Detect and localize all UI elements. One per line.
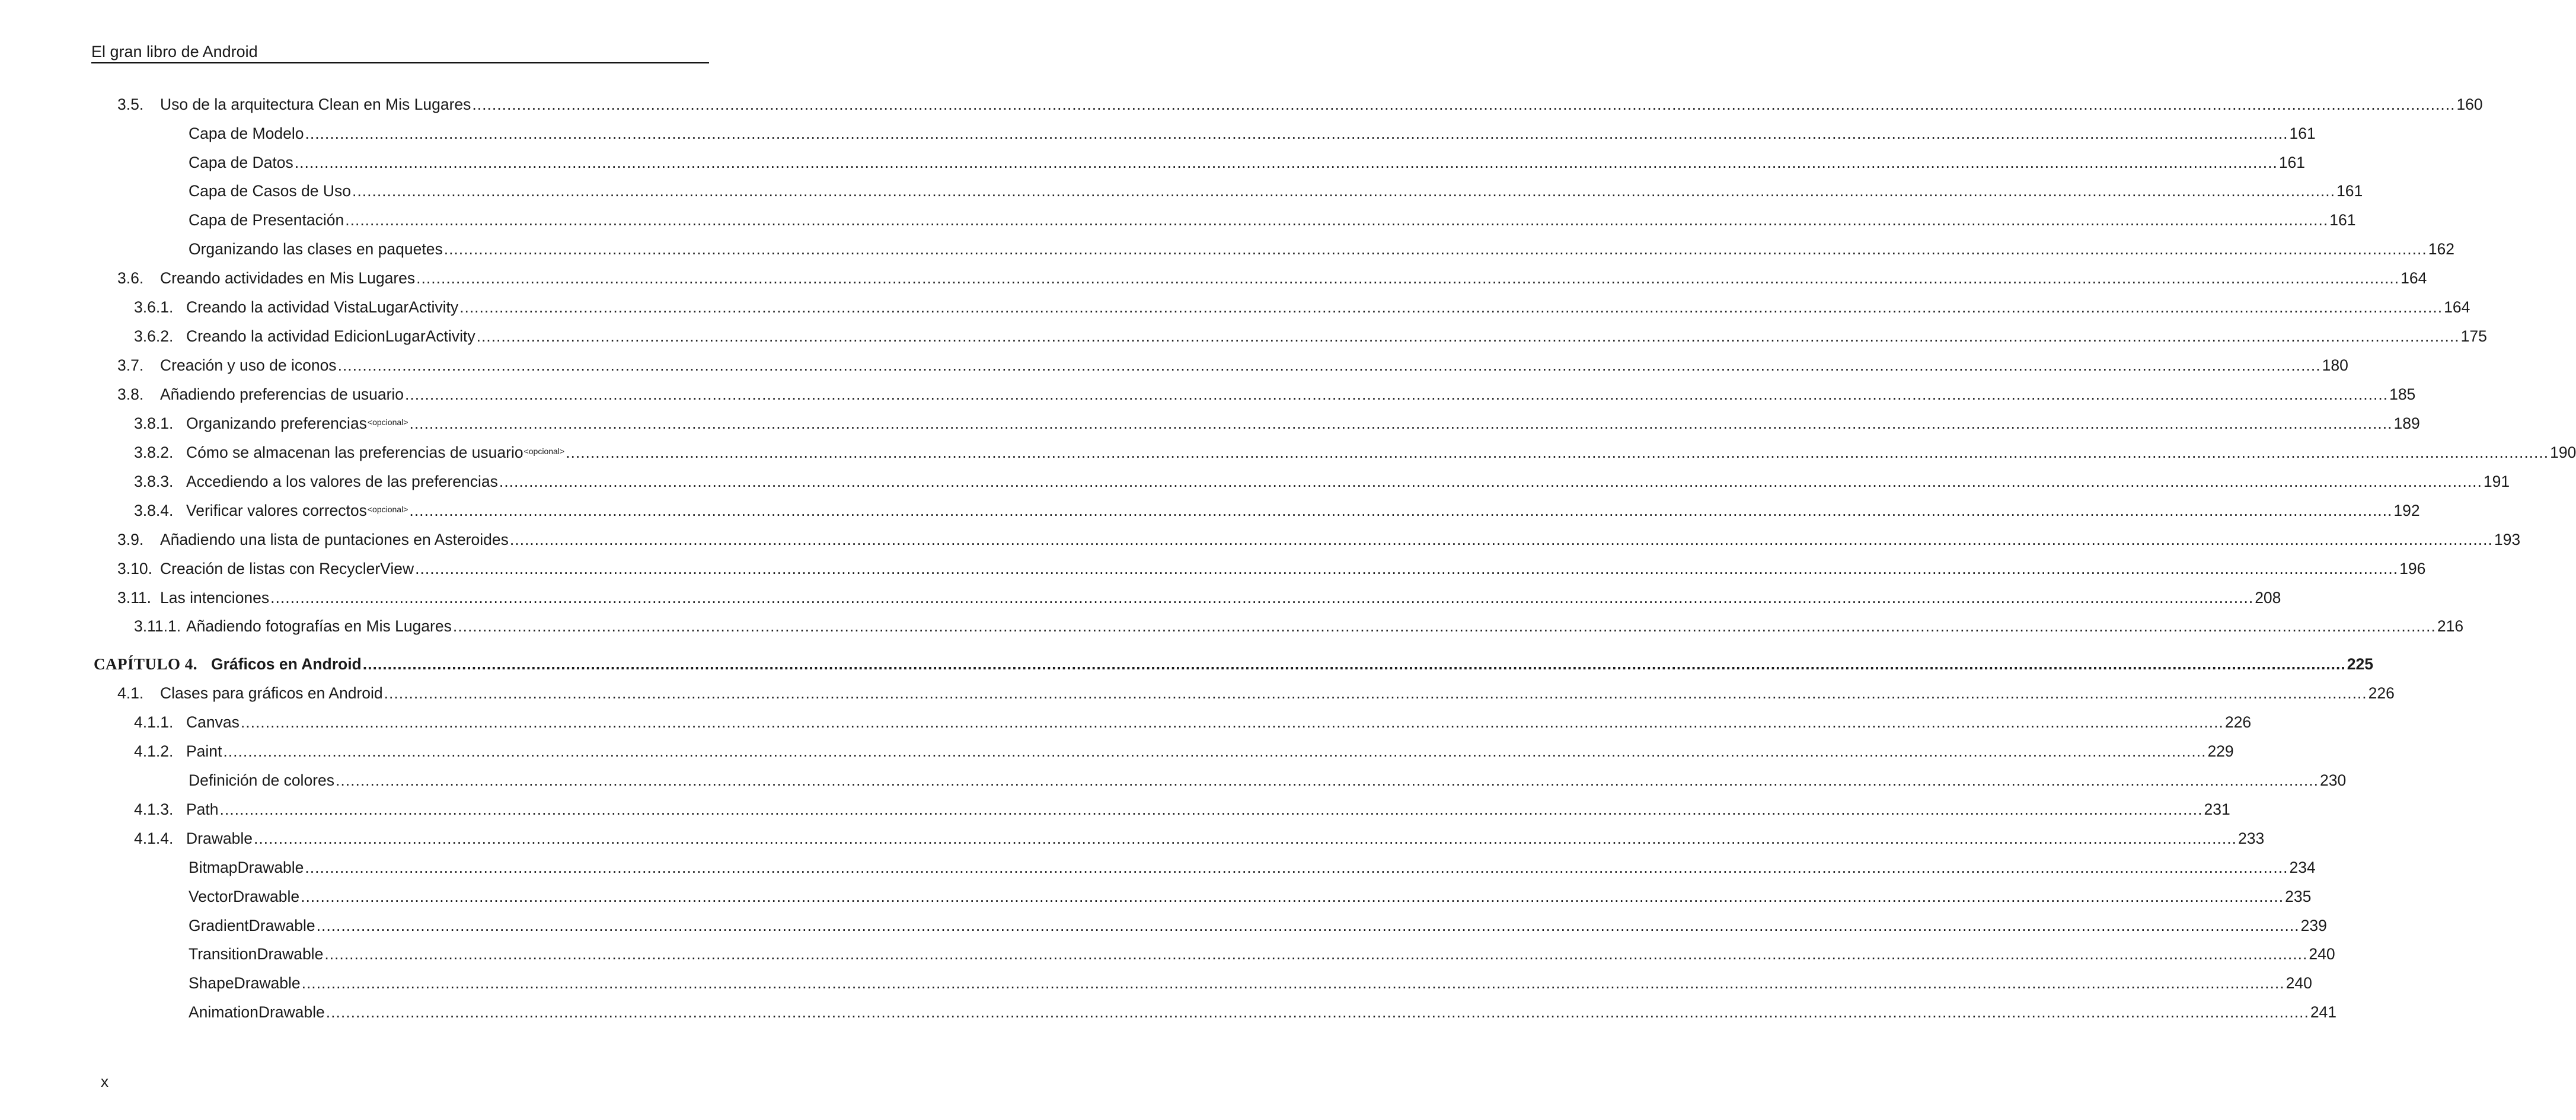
toc-entry-title: Uso de la arquitectura Clean en Mis Lugares bbox=[160, 95, 471, 113]
toc-entry-number: 3.6. bbox=[117, 269, 144, 287]
toc-entry-page: 226 bbox=[2368, 684, 2395, 702]
optional-tag: <opcional> bbox=[367, 505, 408, 514]
toc-entry-number: 3.7. bbox=[117, 356, 144, 374]
toc-entry-number: 3.5. bbox=[117, 95, 144, 113]
toc-entry-title: Añadiendo fotografías en Mis Lugares bbox=[186, 617, 452, 635]
toc-entry-page: 175 bbox=[2460, 327, 2487, 345]
toc-entry-page: 240 bbox=[2309, 945, 2335, 963]
toc-entry-title: Canvas bbox=[186, 713, 240, 731]
toc-entry[interactable] bbox=[189, 882, 2312, 906]
toc-entry-title: Definición de colores bbox=[189, 771, 334, 789]
dot-leader: ................................................................................................................................................................................................................................................................................................................................................................................................................ bbox=[301, 974, 2285, 992]
dot-leader: ................................................................................................................................................................................................................................................................................................................................................................................................................ bbox=[476, 327, 2460, 345]
optional-tag: <opcional> bbox=[367, 417, 408, 427]
toc-entry-page: 180 bbox=[2322, 356, 2348, 374]
dot-leader: ................................................................................................................................................................................................................................................................................................................................................................................................................ bbox=[336, 771, 2319, 789]
toc-entry-page: 161 bbox=[2289, 125, 2316, 142]
toc-entry-page: 193 bbox=[2494, 531, 2521, 548]
dot-leader: ................................................................................................................................................................................................................................................................................................................................................................................................................ bbox=[305, 125, 2288, 142]
toc-chapter-row[interactable] bbox=[94, 650, 2373, 674]
dot-leader: ................................................................................................................................................................................................................................................................................................................................................................................................................ bbox=[219, 800, 2203, 818]
toc-entry-title: ShapeDrawable bbox=[189, 974, 301, 992]
toc-entry-title: Path bbox=[186, 800, 219, 818]
toc-entry-page: 233 bbox=[2237, 829, 2265, 847]
toc-entry[interactable] bbox=[134, 409, 2420, 433]
toc-entry[interactable] bbox=[189, 766, 2347, 790]
dot-leader: ................................................................................................................................................................................................................................................................................................................................................................................................................ bbox=[352, 182, 2336, 200]
dot-leader: ................................................................................................................................................................................................................................................................................................................................................................................................................ bbox=[459, 298, 2443, 316]
toc-entry[interactable] bbox=[189, 206, 2356, 229]
dot-leader: ................................................................................................................................................................................................................................................................................................................................................................................................................ bbox=[452, 617, 2436, 635]
toc-entry-page: 164 bbox=[2401, 269, 2427, 287]
toc-entry-page: 235 bbox=[2285, 888, 2312, 905]
toc-entry[interactable] bbox=[134, 496, 2420, 520]
toc-entry-title: Añadiendo preferencias de usuario bbox=[160, 385, 404, 403]
toc-entry-page: 192 bbox=[2393, 502, 2420, 519]
toc-entry-title: Gráficos en Android bbox=[211, 655, 362, 673]
dot-leader: ................................................................................................................................................................................................................................................................................................................................................................................................................ bbox=[316, 917, 2300, 934]
dot-leader: ................................................................................................................................................................................................................................................................................................................................................................................................................ bbox=[384, 684, 2367, 702]
toc-entry-number: 3.8.4. bbox=[134, 502, 174, 519]
dot-leader: ................................................................................................................................................................................................................................................................................................................................................................................................................ bbox=[253, 829, 2237, 847]
toc-entry[interactable] bbox=[189, 998, 2337, 1022]
toc-entry-title: Paint bbox=[186, 742, 222, 760]
toc-entry-title: Verificar valores correctos bbox=[186, 502, 367, 519]
toc-entry-title: Creación de listas con RecyclerView bbox=[160, 560, 414, 577]
toc-entry-page: 161 bbox=[2329, 211, 2356, 229]
toc-entry-title: Accediendo a los valores de las preferencias bbox=[186, 473, 498, 490]
toc-entry-title: Capa de Datos bbox=[189, 154, 293, 171]
toc-entry-title: Organizando las clases en paquetes bbox=[189, 240, 443, 258]
toc-entry-page: 226 bbox=[2224, 713, 2252, 731]
toc-entry[interactable] bbox=[189, 940, 2335, 963]
toc-entry-number: 3.6.2. bbox=[134, 327, 174, 345]
toc-entry[interactable] bbox=[189, 853, 2316, 877]
toc-entry-page: 189 bbox=[2393, 414, 2420, 432]
toc-entry-number: 3.8. bbox=[117, 385, 144, 403]
toc-entry-number: 3.10. bbox=[117, 560, 152, 577]
running-header: El gran libro de Android bbox=[91, 43, 258, 60]
toc-entry[interactable] bbox=[189, 911, 2327, 935]
header-rule bbox=[91, 62, 709, 63]
toc-entry-page: 164 bbox=[2444, 298, 2470, 316]
dot-leader: ................................................................................................................................................................................................................................................................................................................................................................................................................ bbox=[499, 473, 2482, 490]
dot-leader: ................................................................................................................................................................................................................................................................................................................................................................................................................ bbox=[509, 531, 2493, 548]
toc-entry-page: 230 bbox=[2320, 771, 2347, 789]
toc-entry[interactable] bbox=[134, 824, 2265, 848]
dot-leader: ................................................................................................................................................................................................................................................................................................................................................................................................................ bbox=[325, 1003, 2309, 1021]
dot-leader: ................................................................................................................................................................................................................................................................................................................................................................................................................ bbox=[240, 713, 2224, 731]
dot-leader: ................................................................................................................................................................................................................................................................................................................................................................................................................ bbox=[270, 589, 2254, 607]
toc-entry[interactable] bbox=[134, 322, 2487, 346]
toc-entry-number: 3.11. bbox=[117, 589, 151, 607]
dot-leader: ................................................................................................................................................................................................................................................................................................................................................................................................................ bbox=[345, 211, 2329, 229]
toc-entry-page: 240 bbox=[2285, 974, 2312, 992]
toc-entry-page: 239 bbox=[2300, 917, 2327, 934]
toc-entry-title: Clases para gráficos en Android bbox=[160, 684, 383, 702]
toc-entry-number: 3.6.1. bbox=[134, 298, 174, 316]
toc-entry[interactable] bbox=[134, 737, 2234, 761]
toc-entry-title: Creando actividades en Mis Lugares bbox=[160, 269, 416, 287]
toc-entry-title: Capa de Casos de Uso bbox=[189, 182, 351, 200]
toc-entry[interactable] bbox=[189, 177, 2363, 200]
toc-entry[interactable] bbox=[117, 679, 2395, 703]
dot-leader: ................................................................................................................................................................................................................................................................................................................................................................................................................ bbox=[294, 154, 2278, 171]
dot-leader: ................................................................................................................................................................................................................................................................................................................................................................................................................ bbox=[305, 859, 2288, 876]
toc-entry-page: 208 bbox=[2255, 589, 2281, 607]
toc-entry-page: 225 bbox=[2347, 655, 2373, 673]
toc-entry-number: 4.1.4. bbox=[134, 829, 174, 847]
toc-entry-title: TransitionDrawable bbox=[189, 945, 324, 963]
toc-entry-page: 162 bbox=[2428, 240, 2454, 258]
toc-entry-page: 216 bbox=[2437, 617, 2464, 635]
toc-entry-title: Las intenciones bbox=[160, 589, 270, 607]
toc-entry-title: Creación y uso de iconos bbox=[160, 356, 337, 374]
toc-entry[interactable] bbox=[117, 525, 2521, 549]
toc-entry[interactable] bbox=[134, 438, 2576, 462]
toc-entry-page: 161 bbox=[2336, 182, 2363, 200]
toc-entry-title: AnimationDrawable bbox=[189, 1003, 325, 1021]
dot-leader: ................................................................................................................................................................................................................................................................................................................................................................................................................ bbox=[409, 502, 2393, 519]
dot-leader: ................................................................................................................................................................................................................................................................................................................................................................................................................ bbox=[443, 240, 2427, 258]
toc-entry-page: 229 bbox=[2207, 742, 2234, 760]
dot-leader: ................................................................................................................................................................................................................................................................................................................................................................................................................ bbox=[324, 945, 2308, 963]
toc-entry-number: 4.1.2. bbox=[134, 742, 174, 760]
toc-entry-page: 234 bbox=[2289, 859, 2316, 876]
dot-leader: ................................................................................................................................................................................................................................................................................................................................................................................................................ bbox=[337, 356, 2321, 374]
toc-entry-number: 3.8.3. bbox=[134, 473, 174, 490]
dot-leader: ................................................................................................................................................................................................................................................................................................................................................................................................................ bbox=[416, 269, 2400, 287]
toc-entry[interactable] bbox=[117, 554, 2426, 578]
optional-tag: <opcional> bbox=[524, 446, 565, 456]
toc-entry[interactable] bbox=[117, 264, 2427, 288]
toc-entry-title: GradientDrawable bbox=[189, 917, 315, 934]
toc-entry-title: Drawable bbox=[186, 829, 253, 847]
dot-leader: ................................................................................................................................................................................................................................................................................................................................................................................................................ bbox=[301, 888, 2284, 905]
toc-entry-number: 4.1. bbox=[117, 684, 144, 702]
toc-entry-title: BitmapDrawable bbox=[189, 859, 304, 876]
toc-entry[interactable] bbox=[189, 148, 2306, 172]
toc-entry-number: 4.1.3. bbox=[134, 800, 174, 818]
toc-entry[interactable] bbox=[134, 795, 2230, 819]
toc-entry-number: CAPÍTULO 4. bbox=[94, 655, 198, 673]
dot-leader: ................................................................................................................................................................................................................................................................................................................................................................................................................ bbox=[415, 560, 2399, 577]
toc-entry[interactable] bbox=[134, 612, 2464, 636]
toc-entry[interactable] bbox=[117, 351, 2348, 375]
toc-entry-page: 161 bbox=[2278, 154, 2306, 171]
toc-entry[interactable] bbox=[189, 969, 2312, 993]
toc-entry-title: Capa de Presentación bbox=[189, 211, 344, 229]
toc-entry-page: 241 bbox=[2310, 1003, 2337, 1021]
dot-leader: ................................................................................................................................................................................................................................................................................................................................................................................................................ bbox=[566, 443, 2549, 461]
toc-entry-number: 3.8.2. bbox=[134, 443, 174, 461]
toc-entry[interactable] bbox=[189, 235, 2454, 259]
toc-entry-number: 3.8.1. bbox=[134, 414, 174, 432]
toc-entry-page: 160 bbox=[2456, 95, 2483, 113]
toc-entry-page: 185 bbox=[2389, 385, 2416, 403]
toc-entry[interactable] bbox=[134, 467, 2510, 491]
toc-entry[interactable] bbox=[117, 380, 2416, 404]
toc-entry-title: Creando la actividad VistaLugarActivity bbox=[186, 298, 459, 316]
toc-entry-title: Capa de Modelo bbox=[189, 125, 304, 142]
toc-entry[interactable] bbox=[117, 583, 2281, 607]
page-number: x bbox=[101, 1073, 108, 1090]
toc-entry[interactable] bbox=[189, 119, 2316, 143]
dot-leader: ................................................................................................................................................................................................................................................................................................................................................................................................................ bbox=[472, 95, 2456, 113]
toc-entry-title: Organizando preferencias bbox=[186, 414, 367, 432]
dot-leader: ................................................................................................................................................................................................................................................................................................................................................................................................................ bbox=[223, 742, 2207, 760]
toc-entry-number: 3.11.1. bbox=[134, 617, 181, 635]
toc-entry-page: 231 bbox=[2204, 800, 2230, 818]
toc-entry-page: 196 bbox=[2399, 560, 2426, 577]
toc-entry[interactable] bbox=[134, 708, 2252, 732]
toc-entry-page: 191 bbox=[2483, 473, 2510, 490]
toc-entry[interactable] bbox=[134, 293, 2470, 317]
toc-entry[interactable] bbox=[117, 90, 2483, 114]
dot-leader: ................................................................................................................................................................................................................................................................................................................................................................................................................ bbox=[362, 655, 2346, 673]
toc-entry-number: 3.9. bbox=[117, 531, 144, 548]
toc-entry-page: 190 bbox=[2550, 443, 2576, 461]
dot-leader: ................................................................................................................................................................................................................................................................................................................................................................................................................ bbox=[405, 385, 2389, 403]
dot-leader: ................................................................................................................................................................................................................................................................................................................................................................................................................ bbox=[409, 414, 2393, 432]
toc-entry-title: Creando la actividad EdicionLugarActivity bbox=[186, 327, 475, 345]
toc-entry-number: 4.1.1. bbox=[134, 713, 174, 731]
toc-entry-title: VectorDrawable bbox=[189, 888, 300, 905]
toc-entry-title: Cómo se almacenan las preferencias de usuario bbox=[186, 443, 524, 461]
toc-entry-title: Añadiendo una lista de puntaciones en Asteroides bbox=[160, 531, 509, 548]
